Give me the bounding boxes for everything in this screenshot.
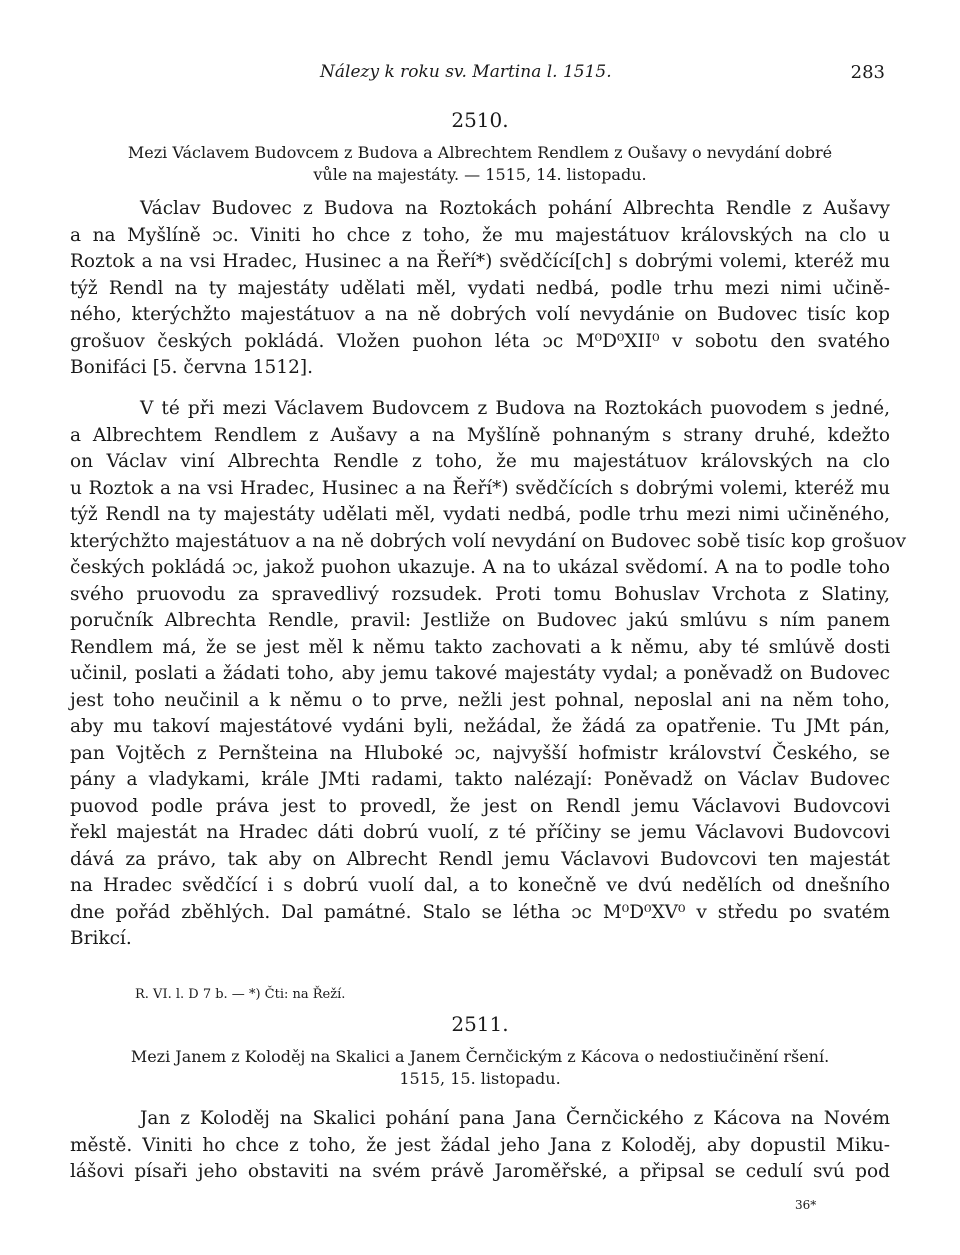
text-line: českých pokládá ɔc, jakož puohon ukazuje. A na to ukázal svědomí. A na to podle toho: [70, 557, 890, 578]
text-line: Bonifáci [5. června 1512].: [70, 357, 313, 378]
text-line: řekl majestát na Hradec dáti dobrú vuolí, z té příčiny se jemu Václavovi Budovcovi: [70, 822, 890, 843]
entry-heading-2510: [95, 142, 865, 186]
text-line: a Albrechtem Rendlem z Aušavy a na Myšlíně pohnaným s strany druhé, kdežto: [70, 424, 890, 446]
text-line: u Roztok a na vsi Hradec, Husinec a na Řeří*) svědčících s dobrými volemi, kteréž mu: [70, 477, 890, 499]
entry-2511-paragraph-1: [70, 1106, 890, 1186]
heading-line: vůle na majestáty. — 1515, 14. listopadu.: [313, 165, 647, 184]
text-line: pan Vojtěch z Pernšteina na Hluboké ɔc, najvyšší hofmistr království Českého, se: [70, 742, 890, 764]
text-line: kterýchžto majestátuov a na ně dobrých volí nevydání on Budovec sobě tisíc kop grošuov: [70, 530, 907, 552]
signature-mark: 36*: [795, 1198, 817, 1212]
text-line: a na Myšlíně ɔc. Viniti ho chce z toho, že mu majestátuov královských na clo u: [70, 224, 890, 246]
text-line: dne pořád zběhlých. Dal památné. Stalo se létha ɔc M⁰D⁰XV⁰ v středu po svatém: [70, 901, 890, 923]
heading-line: Mezi Václavem Budovcem z Budova a Albrechtem Rendlem z Oušavy o nevydání dobré: [127, 143, 833, 162]
text-line: poručník Albrechta Rendle, pravil: Jestliže on Budovec jakú smlúvu s ním panem: [70, 610, 890, 631]
running-header: [320, 62, 885, 86]
text-line: Jan z Koloděj na Skalici pohání pana Jana Černčického z Kácova na Novém: [140, 1108, 890, 1129]
entry-number-2510: 2510.: [451, 108, 509, 132]
text-line: Rendlem má, že se jest měl k němu takto zachovati a k němu, aby té smlúvě dosti: [70, 636, 890, 658]
entry-2510-paragraph-2: [70, 396, 907, 953]
text-line: jest toho neučinil a k němu o to prve, nežli jest pohnal, neposlal ani na něm toho,: [70, 689, 890, 711]
text-line: pány a vladykami, krále JMti radami, takto nalézají: Poněvadž on Václav Budovec: [70, 769, 890, 790]
text-line: učinil, poslati a žádati toho, aby jemu takové majestáty vydal; a poněvadž on Budovec: [70, 663, 890, 684]
text-line: ného, kterýchžto majestátuov a na ně dobrých volí nevydánie on Budovec tisíc kop: [70, 304, 890, 325]
text-line: Roztok a na vsi Hradec, Husinec a na Řeří*) svědčící[ch] s dobrými volemi, kteréž mu: [70, 251, 890, 272]
running-title: Nálezy k roku sv. Martina l. 1515.: [320, 62, 612, 82]
text-line: lášovi písaři jeho obstaviti na svém právě Jaroměřské, a připsal se cedulí svú pod: [70, 1161, 890, 1182]
heading-line: 1515, 15. listopadu.: [399, 1069, 561, 1088]
page-number: 283: [850, 62, 885, 83]
source-note: R. VI. l. D 7 b. — *) Čti: na Řeží.: [135, 987, 346, 1002]
text-line: týž Rendl na ty majestáty udělati měl, vydati nedbá, podle trhu mezi nimi učině-: [70, 277, 890, 299]
text-line: městě. Viniti ho chce z toho, že jest žádal jeho Jana z Koloděj, aby dopustil Miku-: [70, 1134, 890, 1156]
heading-line: Mezi Janem z Koloděj na Skalici a Janem Černčickým z Kácova o nedostiučinění ršení.: [130, 1047, 830, 1066]
text-line: aby mu takoví majestátové vydáni byli, nežádal, že žádá za opatřenie. Tu JMt pán,: [70, 716, 890, 737]
text-line: Brikcí.: [70, 928, 132, 949]
text-line: týž Rendl na ty majestáty udělati měl, vydati nedbá, podle trhu mezi nimi učiněného,: [70, 504, 890, 525]
text-line: V té při mezi Václavem Budovcem z Budova na Roztokách puovodem s jedné,: [140, 398, 890, 419]
text-line: on Václav viní Albrechta Rendle z toho, že mu majestátuov královských na clo: [70, 451, 890, 472]
text-line: puovod podle práva jest to provedl, že jest on Rendl jemu Václavovi Budovcovi: [70, 795, 890, 817]
text-line: Václav Budovec z Budova na Roztokách pohání Albrechta Rendle z Aušavy: [140, 198, 890, 219]
text-line: svého pruovodu za spravedlivý rozsudek. Proti tomu Bohuslav Vrchota z Slatiny,: [70, 583, 890, 605]
text-line: na Hradec svědčící i s dobrú vuolí dal, a to konečně ve dvú nedělích od dnešního: [70, 875, 890, 896]
entry-heading-2511: [95, 1046, 865, 1090]
entry-2510-paragraph-1: [70, 196, 890, 382]
text-line: grošuov českých pokládá. Vložen puohon léta ɔc M⁰D⁰XII⁰ v sobotu den svatého: [70, 330, 890, 352]
entry-number-2511: 2511.: [451, 1012, 509, 1036]
text-line: dává za právo, tak aby on Albrecht Rendl jemu Václavovi Budovcovi ten majestát: [70, 848, 890, 870]
